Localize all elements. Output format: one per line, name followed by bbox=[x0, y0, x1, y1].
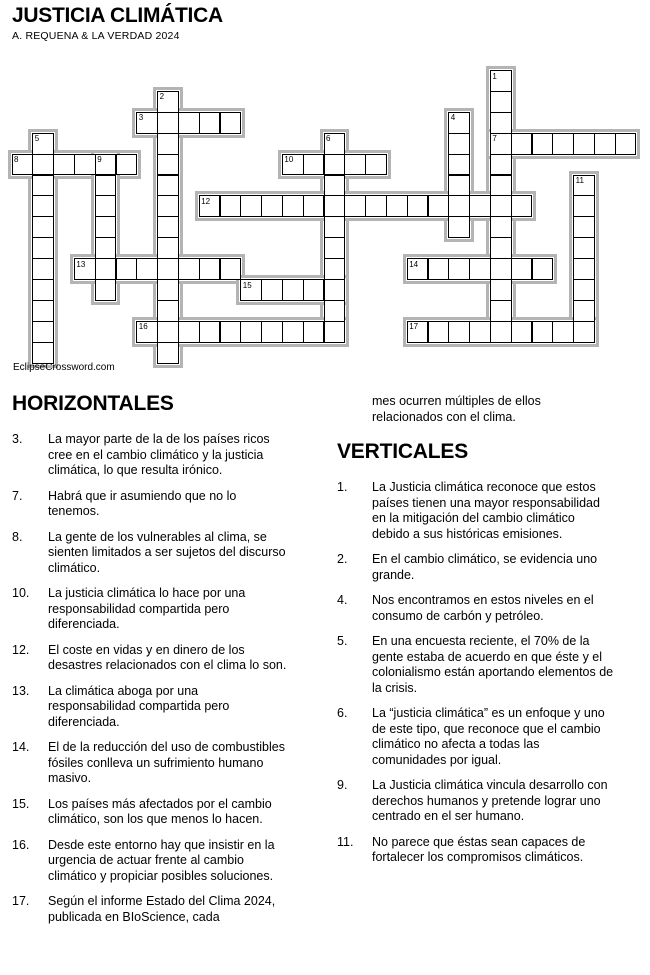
grid-cell[interactable] bbox=[303, 195, 325, 217]
grid-cell[interactable] bbox=[157, 342, 179, 364]
clue-text: La “justicia climática” es un enfoque y uno de este tipo, que reconoce que el cambio climático no afecta a todas las comunidades por igual. bbox=[372, 706, 605, 767]
clue-number: 10. bbox=[12, 586, 30, 600]
clue-item bbox=[12, 643, 312, 674]
across-clue-overflow: mes ocurren múltiples de ellos relacionados con el clima. bbox=[372, 394, 541, 424]
clue-number: 1. bbox=[337, 480, 348, 494]
grid-cell[interactable] bbox=[178, 321, 200, 343]
grid-cell[interactable] bbox=[53, 154, 75, 176]
grid-cell[interactable] bbox=[282, 279, 304, 301]
grid-cell[interactable] bbox=[365, 195, 387, 217]
grid-cell[interactable] bbox=[95, 279, 117, 301]
clue-text: Desde este entorno hay que insistir en la urgencia de actuar frente al cambio climático y propiciar posibles soluciones. bbox=[48, 837, 275, 883]
grid-cell[interactable] bbox=[303, 154, 325, 176]
grid-cell[interactable] bbox=[573, 195, 595, 217]
grid-cell-number: 13 bbox=[76, 259, 86, 269]
grid-cell[interactable] bbox=[552, 133, 574, 155]
clue-item bbox=[12, 432, 312, 479]
clue-text: En el cambio climático, se evidencia uno grande. bbox=[372, 552, 598, 582]
grid-cell[interactable] bbox=[490, 154, 512, 176]
grid-cell[interactable] bbox=[490, 279, 512, 301]
down-heading: VERTICALES bbox=[337, 440, 469, 463]
grid-cell-number: 7 bbox=[492, 134, 497, 144]
grid-cell-number: 10 bbox=[284, 155, 294, 165]
clue-item bbox=[12, 797, 312, 828]
grid-cell-number: 1 bbox=[492, 71, 497, 81]
grid-cell-number: 15 bbox=[242, 280, 252, 290]
clue-text: Los países más afectados por el cambio climático, son los que menos lo hacen. bbox=[48, 796, 272, 826]
grid-cell[interactable] bbox=[573, 321, 595, 343]
grid-cell[interactable] bbox=[32, 258, 54, 280]
grid-cell[interactable] bbox=[220, 258, 242, 280]
grid-cell[interactable] bbox=[469, 195, 491, 217]
grid-cell[interactable] bbox=[573, 237, 595, 259]
grid-cell[interactable] bbox=[428, 258, 450, 280]
clue-text: El de la reducción del uso de combustibles fósiles conlleva un sufrimiento humano masivo. bbox=[48, 740, 285, 785]
grid-cell[interactable] bbox=[490, 91, 512, 113]
grid-cell[interactable] bbox=[573, 279, 595, 301]
grid-cell[interactable] bbox=[490, 321, 512, 343]
grid-cell-number: 3 bbox=[138, 113, 144, 123]
grid-cell[interactable] bbox=[32, 237, 54, 259]
grid-cell-number: 9 bbox=[97, 155, 102, 165]
clue-number: 8. bbox=[12, 529, 23, 544]
grid-cell[interactable] bbox=[448, 216, 470, 238]
clue-text: La justicia climática lo hace por una responsabilidad compartida pero diferenciada. bbox=[48, 586, 246, 631]
grid-cell[interactable] bbox=[157, 321, 179, 343]
grid-cell[interactable] bbox=[32, 279, 54, 301]
clue-number: 6. bbox=[337, 706, 348, 720]
grid-cell[interactable] bbox=[157, 300, 179, 322]
grid-cell[interactable] bbox=[573, 258, 595, 280]
clue-item bbox=[337, 552, 647, 583]
clue-text: La gente de los vulnerables al clima, se sienten limitados a ser sujetos del discurso climático. bbox=[48, 529, 286, 575]
grid-cell[interactable] bbox=[324, 279, 346, 301]
clue-number: 17. bbox=[12, 894, 30, 908]
grid-cell[interactable] bbox=[365, 154, 387, 176]
grid-cell[interactable] bbox=[178, 112, 200, 134]
clue-item bbox=[12, 586, 312, 633]
clue-number: 9. bbox=[337, 778, 348, 792]
clue-item bbox=[12, 530, 312, 577]
grid-cell[interactable] bbox=[282, 321, 304, 343]
grid-cell[interactable] bbox=[157, 133, 179, 155]
grid-cell[interactable] bbox=[261, 279, 283, 301]
grid-cell[interactable] bbox=[532, 321, 554, 343]
grid-cell[interactable] bbox=[261, 195, 283, 217]
grid-cell[interactable] bbox=[95, 175, 117, 197]
grid-cell[interactable] bbox=[220, 112, 242, 134]
clue-number: 2. bbox=[337, 552, 348, 566]
grid-cell[interactable] bbox=[157, 216, 179, 238]
grid-cell[interactable] bbox=[344, 154, 366, 176]
grid-cell-number: 12 bbox=[201, 196, 211, 206]
grid-cell[interactable] bbox=[157, 195, 179, 217]
grid-cell-number: 2 bbox=[159, 92, 165, 102]
clue-item bbox=[12, 838, 312, 885]
grid-cell[interactable] bbox=[32, 321, 54, 343]
clue-number: 15. bbox=[12, 796, 30, 811]
grid-cell[interactable] bbox=[490, 112, 512, 134]
grid-cell[interactable] bbox=[324, 216, 346, 238]
grid-cell[interactable] bbox=[261, 321, 283, 343]
grid-cell[interactable] bbox=[220, 321, 242, 343]
clue-item bbox=[337, 480, 647, 542]
clue-number: 14. bbox=[12, 740, 30, 754]
page-title: JUSTICIA CLIMÁTICA bbox=[12, 4, 223, 27]
grid-cell[interactable] bbox=[448, 195, 470, 217]
clue-text: La Justicia climática vincula desarrollo con derechos humanos y pretende lograr uno centrado en el ser humano. bbox=[372, 778, 608, 823]
grid-cell-number: 17 bbox=[409, 322, 419, 332]
grid-cell[interactable] bbox=[511, 258, 533, 280]
clue-text: No parece que éstas sean capaces de fortalecer los compromisos climáticos. bbox=[372, 834, 586, 864]
clue-number: 7. bbox=[12, 488, 23, 503]
clue-item bbox=[12, 489, 312, 520]
grid-cell[interactable] bbox=[32, 216, 54, 238]
clue-text: Según el informe Estado del Clima 2024, publicada en BIoScience, cada bbox=[48, 894, 276, 924]
grid-cell[interactable] bbox=[240, 195, 262, 217]
grid-cell[interactable] bbox=[95, 258, 117, 280]
grid-cell[interactable] bbox=[324, 258, 346, 280]
clue-text: El coste en vidas y en dinero de los desastres relacionados con el clima lo son. bbox=[48, 642, 287, 672]
byline: A. REQUENA & LA VERDAD 2024 bbox=[12, 30, 180, 42]
grid-cell[interactable] bbox=[95, 195, 117, 217]
down-clues-column bbox=[337, 392, 647, 876]
clue-number: 13. bbox=[12, 683, 30, 698]
clue-item bbox=[337, 778, 647, 825]
grid-cell[interactable] bbox=[490, 237, 512, 259]
clue-text: La Justicia climática reconoce que estos países tienen una mayor responsabilidad en la mitigación del cambio climático debido a sus históricas emisiones. bbox=[372, 480, 600, 541]
grid-cell[interactable] bbox=[199, 258, 221, 280]
grid-cell-number: 4 bbox=[450, 113, 456, 123]
grid-cell[interactable] bbox=[199, 112, 221, 134]
grid-cell[interactable] bbox=[74, 154, 96, 176]
clue-item bbox=[337, 593, 647, 624]
watermark: EclipseCrossword.com bbox=[13, 362, 115, 373]
grid-cell[interactable] bbox=[157, 279, 179, 301]
grid-cell-number: 14 bbox=[409, 259, 419, 269]
grid-cell[interactable] bbox=[552, 321, 574, 343]
grid-cell[interactable] bbox=[178, 258, 200, 280]
grid-cell[interactable] bbox=[157, 154, 179, 176]
clue-item bbox=[12, 894, 312, 925]
grid-cell-number: 8 bbox=[14, 155, 19, 165]
grid-cell[interactable] bbox=[448, 321, 470, 343]
clue-number: 12. bbox=[12, 642, 30, 657]
grid-cell[interactable] bbox=[157, 175, 179, 197]
clue-item bbox=[12, 740, 312, 787]
clue-number: 16. bbox=[12, 837, 30, 852]
grid-cell-number: 16 bbox=[138, 322, 148, 332]
grid-cell[interactable] bbox=[532, 258, 554, 280]
grid-cell[interactable] bbox=[448, 258, 470, 280]
grid-cell[interactable] bbox=[199, 321, 221, 343]
grid-cell-number: 11 bbox=[575, 176, 584, 185]
clue-number: 4. bbox=[337, 593, 348, 607]
clue-text: En una encuesta reciente, el 70% de la gente estaba de acuerdo en que éste y el colonialismo están aportando elementos de la crisis. bbox=[372, 634, 614, 695]
grid-cell[interactable] bbox=[116, 154, 138, 176]
grid-cell[interactable] bbox=[32, 342, 54, 364]
grid-cell[interactable] bbox=[324, 175, 346, 197]
grid-cell[interactable] bbox=[490, 258, 512, 280]
grid-cell[interactable] bbox=[303, 321, 325, 343]
clue-item bbox=[337, 706, 647, 768]
grid-cell[interactable] bbox=[95, 216, 117, 238]
grid-cell[interactable] bbox=[615, 133, 637, 155]
grid-cell[interactable] bbox=[511, 133, 533, 155]
grid-cell[interactable] bbox=[116, 258, 138, 280]
grid-cell[interactable] bbox=[469, 258, 491, 280]
grid-cell-number: 5 bbox=[34, 134, 40, 144]
grid-cell[interactable] bbox=[220, 195, 242, 217]
grid-cell[interactable] bbox=[157, 237, 179, 259]
grid-cell[interactable] bbox=[428, 195, 450, 217]
grid-cell[interactable] bbox=[573, 300, 595, 322]
grid-cell-number: 6 bbox=[326, 134, 331, 144]
grid-cell[interactable] bbox=[448, 175, 470, 197]
clue-number: 3. bbox=[12, 432, 23, 446]
grid-cell[interactable] bbox=[490, 175, 512, 197]
grid-cell[interactable] bbox=[511, 195, 533, 217]
grid-cell[interactable] bbox=[448, 133, 470, 155]
grid-cell[interactable] bbox=[324, 195, 346, 217]
clue-text: La mayor parte de la de los países ricos cree en el cambio climático y la justicia climática, lo que resulta irónico. bbox=[48, 432, 270, 477]
across-clue-list bbox=[12, 432, 312, 925]
grid-cell[interactable] bbox=[157, 112, 179, 134]
clue-number: 11. bbox=[337, 834, 354, 849]
grid-cell[interactable] bbox=[386, 195, 408, 217]
clue-text: La climática aboga por una responsabilidad compartida pero diferenciada. bbox=[48, 683, 230, 729]
grid-cell[interactable] bbox=[407, 195, 429, 217]
down-clue-list bbox=[337, 480, 647, 866]
grid-cell[interactable] bbox=[324, 321, 346, 343]
clue-item bbox=[337, 634, 647, 696]
grid-cell[interactable] bbox=[32, 175, 54, 197]
grid-cell[interactable] bbox=[490, 300, 512, 322]
grid-cell[interactable] bbox=[511, 321, 533, 343]
grid-cell[interactable] bbox=[448, 154, 470, 176]
grid-cell[interactable] bbox=[428, 321, 450, 343]
grid-cell[interactable] bbox=[490, 195, 512, 217]
grid-cell[interactable] bbox=[282, 195, 304, 217]
grid-cell[interactable] bbox=[324, 300, 346, 322]
across-heading: HORIZONTALES bbox=[12, 392, 174, 415]
grid-cell[interactable] bbox=[344, 195, 366, 217]
grid-cell[interactable] bbox=[136, 258, 158, 280]
clue-item bbox=[337, 835, 647, 866]
grid-cell[interactable] bbox=[32, 154, 54, 176]
grid-cell[interactable] bbox=[490, 216, 512, 238]
grid-cell[interactable] bbox=[95, 237, 117, 259]
across-clues-column bbox=[12, 392, 312, 935]
clue-text: Nos encontramos en estos niveles en el consumo de carbón y petróleo. bbox=[372, 593, 594, 623]
clue-item bbox=[12, 684, 312, 731]
crossword-grid bbox=[0, 0, 650, 390]
grid-cell[interactable] bbox=[303, 279, 325, 301]
clue-number: 5. bbox=[337, 634, 348, 648]
clue-text: Habrá que ir asumiendo que no lo tenemos. bbox=[48, 488, 237, 518]
grid-cell[interactable] bbox=[469, 321, 491, 343]
grid-cell[interactable] bbox=[157, 258, 179, 280]
grid-cell[interactable] bbox=[240, 321, 262, 343]
grid-cell[interactable] bbox=[32, 300, 54, 322]
grid-cell[interactable] bbox=[32, 195, 54, 217]
grid-cell[interactable] bbox=[573, 216, 595, 238]
grid-cell[interactable] bbox=[324, 237, 346, 259]
grid-cell[interactable] bbox=[573, 133, 595, 155]
grid-cell[interactable] bbox=[324, 154, 346, 176]
grid-cell[interactable] bbox=[532, 133, 554, 155]
grid-cell[interactable] bbox=[594, 133, 616, 155]
